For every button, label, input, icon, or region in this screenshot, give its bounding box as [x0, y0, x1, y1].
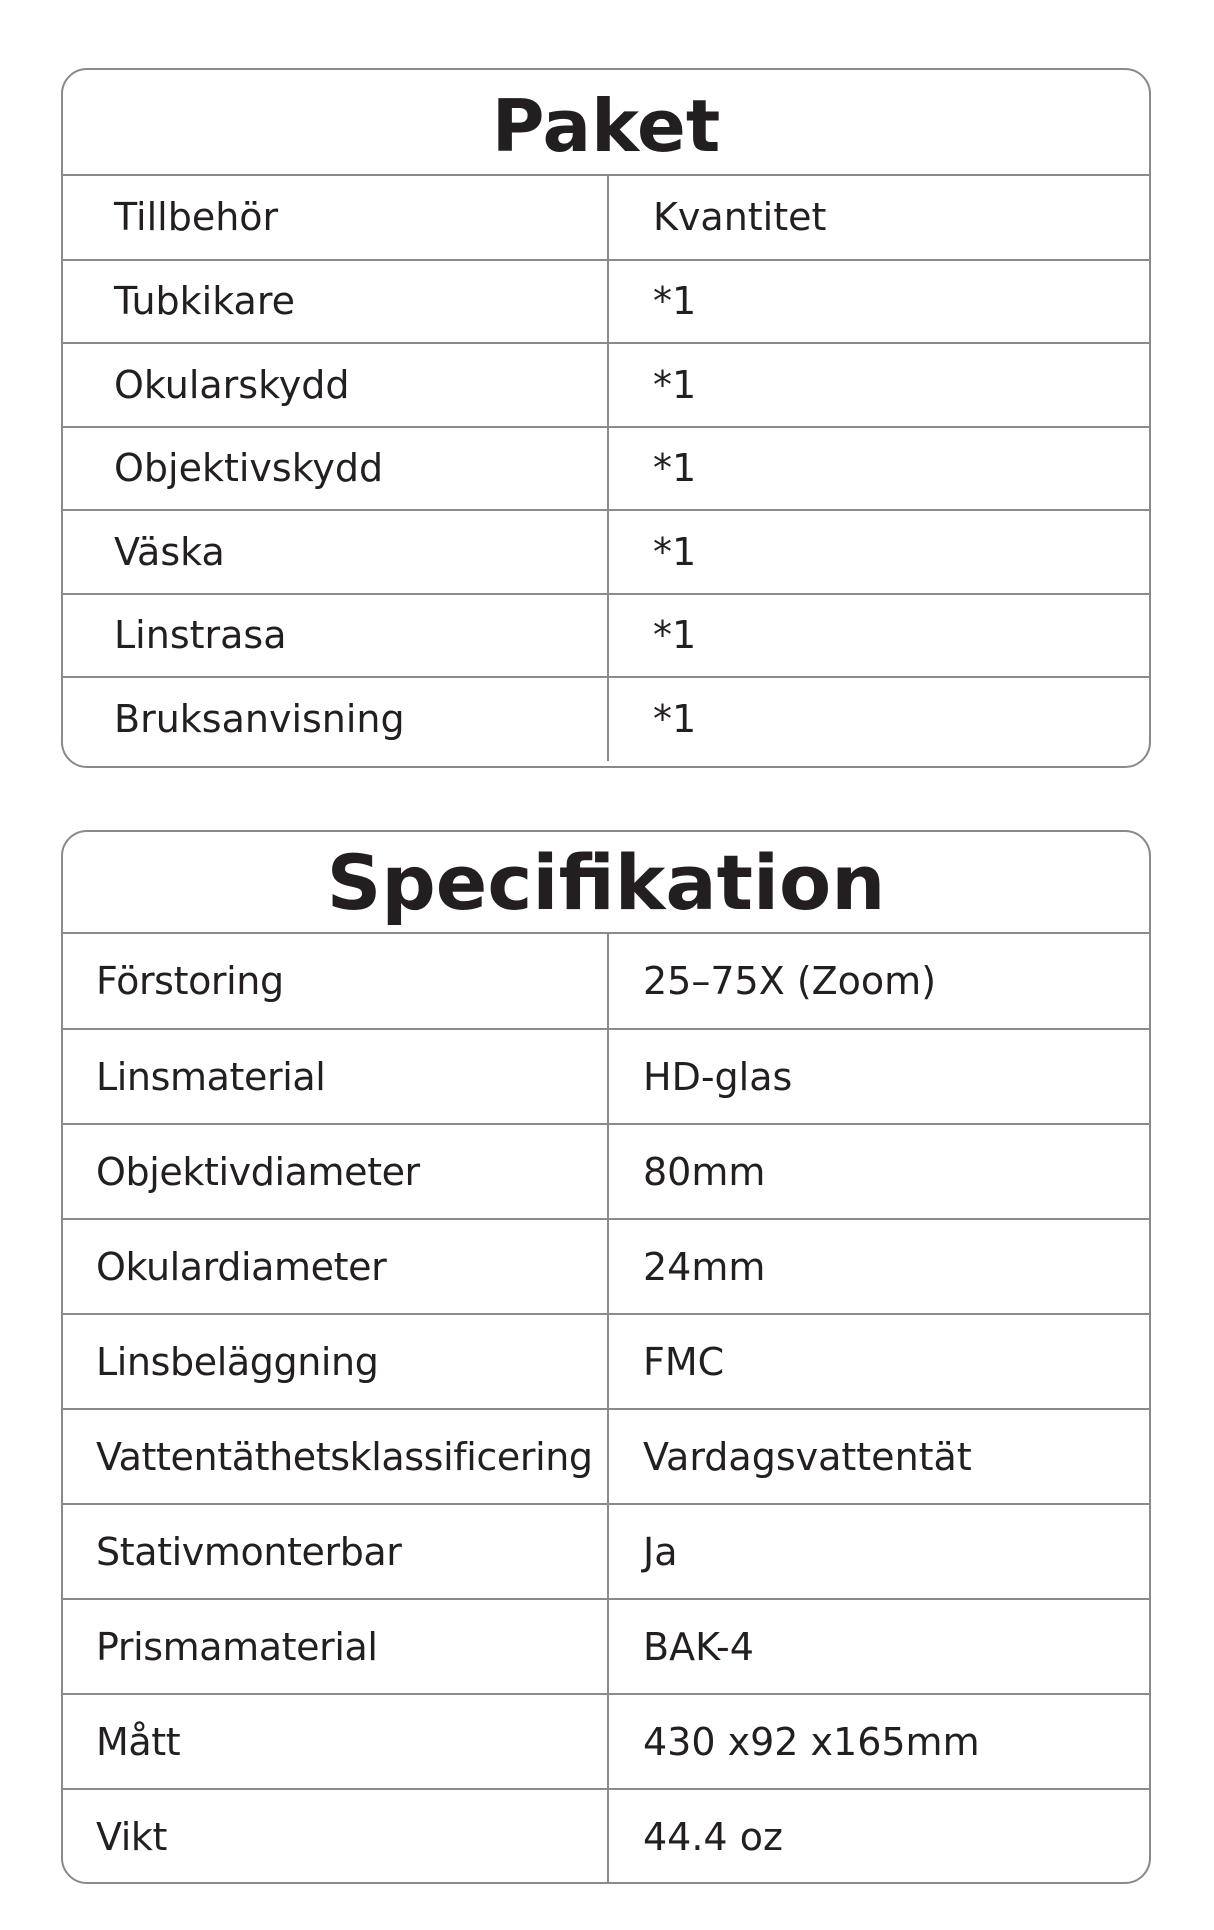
spec-value: 430 x92 x165mm [608, 1694, 1149, 1789]
package-item-name: Tubkikare [63, 260, 608, 344]
spec-label: Linsmaterial [63, 1029, 608, 1124]
spec-value: 44.4 oz [643, 1815, 783, 1859]
spec-value: BAK-4 [608, 1599, 1149, 1694]
table-row [63, 1694, 1149, 1789]
spec-label: Vattentäthetsklassificering [63, 1409, 608, 1504]
package-item-quantity: *1 [608, 260, 1149, 344]
table-row [63, 1029, 1149, 1124]
spec-value: 24mm [608, 1219, 1149, 1314]
spec-label: Mått [63, 1694, 608, 1789]
table-row [63, 677, 1149, 761]
table-row [63, 1409, 1149, 1504]
package-item-quantity: *1 [608, 510, 1149, 594]
table-row [63, 176, 1149, 260]
table-row [63, 510, 1149, 594]
table-row [63, 343, 1149, 427]
spec-label: Linsbeläggning [63, 1314, 608, 1409]
package-table-card [61, 68, 1151, 768]
spec-label: Okulardiameter [63, 1219, 608, 1314]
spec-value: FMC [608, 1314, 1149, 1409]
package-item-quantity: *1 [653, 697, 697, 742]
table-row [63, 260, 1149, 344]
package-title: Paket [63, 70, 1149, 176]
spec-label: Objektivdiameter [63, 1124, 608, 1219]
package-item-name: Okularskydd [63, 343, 608, 427]
table-row [63, 1789, 1149, 1884]
spec-value: 25–75X (Zoom) [608, 934, 1149, 1029]
table-row [63, 427, 1149, 511]
package-item-name: Linstrasa [63, 594, 608, 678]
spec-value: HD-glas [608, 1029, 1149, 1124]
table-row [63, 934, 1149, 1029]
package-item-name: Bruksanvisning [63, 677, 608, 761]
table-row [63, 1219, 1149, 1314]
table-row [63, 1314, 1149, 1409]
package-table [63, 176, 1149, 761]
package-item-name: Objektivskydd [63, 427, 608, 511]
spec-value: Ja [608, 1504, 1149, 1599]
table-row [63, 1124, 1149, 1219]
specification-title: Specifikation [63, 832, 1149, 934]
table-row [63, 1504, 1149, 1599]
spec-value: 80mm [608, 1124, 1149, 1219]
specification-table-card [61, 830, 1151, 1884]
table-row [63, 594, 1149, 678]
table-row [63, 1599, 1149, 1694]
package-header-item: Tillbehör [63, 176, 608, 260]
spec-label: Vikt [63, 1789, 608, 1884]
spec-label: Stativmonterbar [63, 1504, 608, 1599]
spec-label: Förstoring [63, 934, 608, 1029]
package-item-quantity: *1 [608, 594, 1149, 678]
package-item-name: Väska [63, 510, 608, 594]
package-header-quantity: Kvantitet [608, 176, 1149, 260]
spec-label: Prismamaterial [63, 1599, 608, 1694]
spec-value: Vardagsvattentät [608, 1409, 1149, 1504]
package-item-quantity: *1 [608, 427, 1149, 511]
package-item-quantity: *1 [608, 343, 1149, 427]
specification-table [63, 934, 1149, 1884]
